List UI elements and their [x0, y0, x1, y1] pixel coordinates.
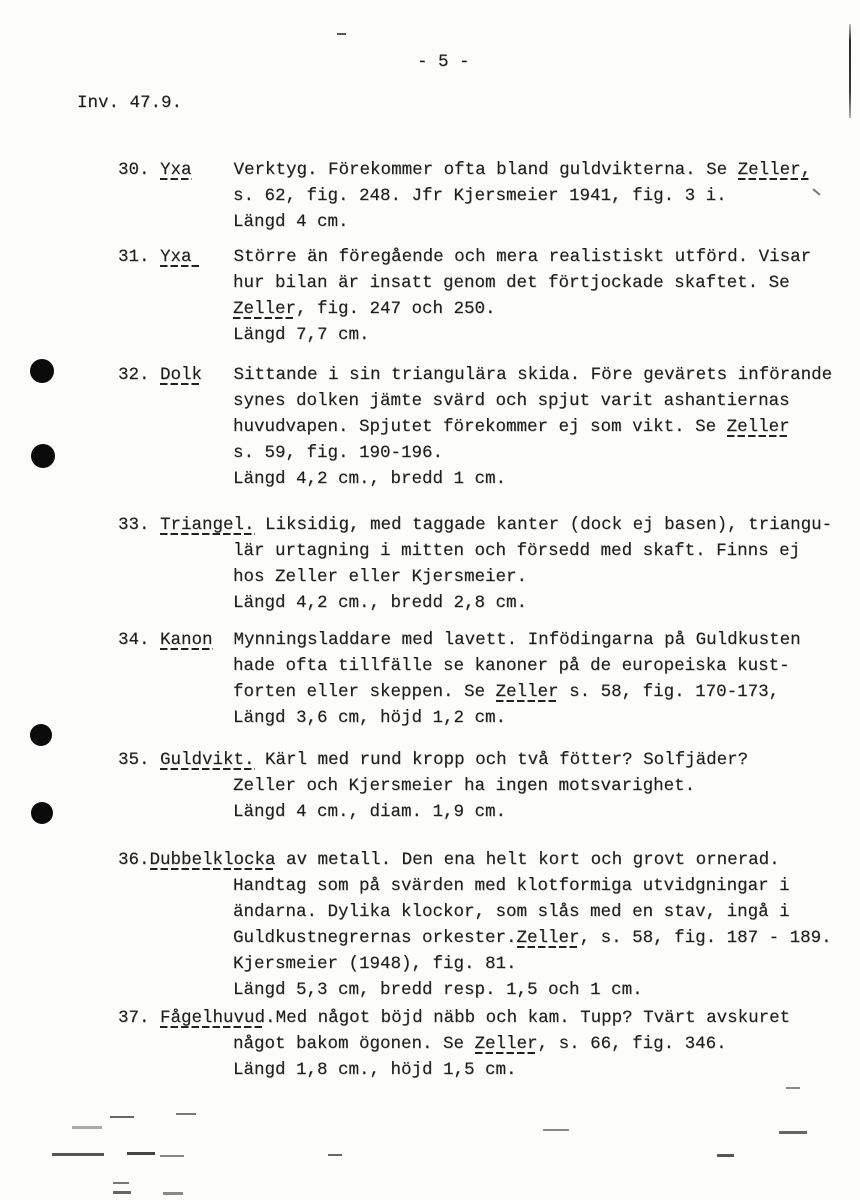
item-label: Kanon	[160, 630, 213, 650]
scan-smudge	[110, 1116, 134, 1118]
ink-dot	[31, 802, 53, 824]
text-run: forten eller skeppen. Se	[233, 682, 496, 702]
catalog-line	[233, 773, 860, 799]
item-number: 30.	[118, 160, 161, 180]
catalog-item	[118, 627, 860, 731]
text-run: Längd 7,7 cm.	[233, 325, 370, 345]
catalog-line	[233, 590, 860, 616]
underlined-term: Zeller	[495, 682, 559, 702]
text-run: s. 58, fig. 170-173,	[558, 682, 780, 702]
catalog-line	[233, 1057, 860, 1083]
catalog-line	[233, 873, 860, 899]
item-number: 32.	[118, 365, 161, 385]
text-run: s. 59, fig. 190-196.	[233, 443, 444, 463]
item-number: 36.	[118, 850, 150, 870]
catalog-line	[233, 209, 860, 235]
text-run: av metall. Den ena helt kort och grovt ornerad.	[275, 850, 780, 870]
catalog-line	[233, 296, 860, 322]
catalog-line	[118, 512, 860, 538]
catalog-line	[118, 627, 860, 653]
text-run: Sittande i sin triangulära skida. Före gevärets införande	[202, 365, 833, 385]
text-run: Längd 4 cm., diam. 1,9 cm.	[233, 802, 507, 822]
text-run: Längd 5,3 cm, bredd resp. 1,5 och 1 cm.	[233, 980, 643, 1000]
text-run: Längd 1,8 cm., höjd 1,5 cm.	[233, 1060, 517, 1080]
text-run: Större än föregående och mera realistiskt utförd. Visar	[202, 247, 812, 267]
text-run: Guldkustnegrernas orkester.	[233, 928, 517, 948]
catalog-line	[233, 925, 860, 951]
catalog-line	[233, 705, 860, 731]
text-run: , s. 66, fig. 346.	[537, 1034, 727, 1054]
item-label: Dubbelklocka	[149, 850, 276, 870]
catalog-line	[233, 1031, 860, 1057]
text-run: lär urtagning i mitten och försedd med skaft. Finns ej	[233, 541, 801, 561]
underlined-term: Zeller	[474, 1034, 538, 1054]
text-run: Längd 4,2 cm., bredd 2,8 cm.	[233, 593, 528, 613]
text-run: Kärl med rund kropp och två fötter? Solfjäder?	[254, 750, 749, 770]
text-run: ändarna. Dylika klockor, som slås med en stav, ingå i	[233, 902, 790, 922]
catalog-line	[233, 270, 860, 296]
underlined-term: Zeller,	[737, 160, 812, 180]
scan-smudge	[779, 1131, 807, 1134]
underlined-term: Zeller	[516, 928, 580, 948]
scan-smudge	[72, 1126, 102, 1129]
catalog-line	[118, 847, 860, 873]
item-label: Fågelhuvud	[160, 1008, 266, 1028]
text-run: Längd 4,2 cm., bredd 1 cm.	[233, 469, 507, 489]
inventory-number: Inv. 47.9.	[77, 93, 183, 113]
catalog-line	[233, 388, 860, 414]
catalog-item	[118, 244, 860, 348]
catalog-line	[233, 679, 860, 705]
item-number: 34.	[118, 630, 161, 650]
text-run: Mynningsladdare med lavett. Infödingarna på Guldkusten	[212, 630, 801, 650]
text-run: Zeller och Kjersmeier ha ingen motsvarighet.	[233, 776, 696, 796]
item-label: Guldvikt.	[160, 750, 255, 770]
text-run: s. 62, fig. 248. Jfr Kjersmeier 1941, fig. 3 i.	[233, 186, 727, 206]
catalog-item	[118, 362, 860, 492]
scan-smudge	[160, 1155, 184, 1157]
scan-smudge	[337, 33, 346, 35]
scan-smudge	[786, 1087, 800, 1089]
text-run: Kjersmeier (1948), fig. 81.	[233, 954, 517, 974]
text-run: , s. 58, fig. 187 - 189.	[579, 928, 832, 948]
catalog-line	[118, 157, 860, 183]
scan-edge-line	[849, 24, 851, 118]
text-run: huvudvapen. Spjutet förekommer ej som vikt. Se	[233, 417, 727, 437]
item-number: 35.	[118, 750, 161, 770]
catalog-line	[233, 440, 860, 466]
text-run: Längd 4 cm.	[233, 212, 349, 232]
catalog-items	[118, 157, 860, 1083]
text-run: .	[265, 1008, 276, 1028]
scan-smudge	[127, 1152, 155, 1155]
catalog-line	[233, 183, 860, 209]
catalog-line	[118, 362, 860, 388]
text-run: hade ofta tillfälle se kanoner på de europeiska kust-	[233, 656, 790, 676]
text-run: Liksidig, med taggade kanter (dock ej basen), triangu-	[254, 515, 833, 535]
catalog-line	[233, 322, 860, 348]
text-run: hos Zeller eller Kjersmeier.	[233, 567, 528, 587]
item-number: 37.	[118, 1008, 161, 1028]
catalog-line	[233, 951, 860, 977]
scan-smudge	[113, 1191, 131, 1194]
catalog-line	[233, 977, 860, 1003]
text-run: Verktyg. Förekommer ofta bland guldvikterna. Se	[191, 160, 738, 180]
underlined-term: Zeller	[726, 417, 790, 437]
item-label: Yxa	[160, 247, 203, 267]
catalog-item	[118, 512, 860, 616]
scan-smudge	[52, 1153, 104, 1156]
ink-dot	[31, 444, 55, 468]
ink-dot	[30, 724, 52, 746]
catalog-item	[118, 747, 860, 825]
scan-smudge	[717, 1154, 734, 1157]
text-run: Handtag som på svärden med klotformiga utvidgningar i	[233, 876, 790, 896]
text-run: Med något böjd näbb och kam. Tupp? Tvärt avskuret	[275, 1008, 791, 1028]
scan-smudge	[163, 1192, 183, 1195]
page-number: - 5 -	[417, 52, 470, 72]
ink-dot	[30, 359, 54, 383]
item-number: 31.	[118, 247, 161, 267]
item-label: Triangel.	[160, 515, 255, 535]
text-run: Längd 3,6 cm, höjd 1,2 cm.	[233, 708, 507, 728]
catalog-line	[118, 244, 860, 270]
scan-smudge	[543, 1129, 569, 1131]
text-run: något bakom ögonen. Se	[233, 1034, 475, 1054]
catalog-item	[118, 847, 860, 1003]
catalog-line	[233, 653, 860, 679]
catalog-line	[118, 747, 860, 773]
catalog-item	[118, 1005, 860, 1083]
catalog-line	[233, 799, 860, 825]
catalog-line	[233, 414, 860, 440]
item-label: Dolk	[160, 365, 203, 385]
catalog-line	[118, 1005, 860, 1031]
item-number: 33.	[118, 515, 161, 535]
catalog-line	[233, 564, 860, 590]
text-run: synes dolken jämte svärd och spjut varit ashantiernas	[233, 391, 790, 411]
underlined-term: Zeller	[233, 299, 297, 319]
scan-smudge	[176, 1113, 196, 1115]
scan-smudge	[328, 1154, 342, 1156]
text-run: , fig. 247 och 250.	[296, 299, 496, 319]
scan-smudge	[113, 1182, 129, 1184]
text-run: hur bilan är insatt genom det förtjockade skaftet. Se	[233, 273, 790, 293]
item-label: Yxa	[160, 160, 192, 180]
catalog-item	[118, 157, 860, 235]
catalog-line	[233, 538, 860, 564]
catalog-line	[233, 899, 860, 925]
catalog-line	[233, 466, 860, 492]
